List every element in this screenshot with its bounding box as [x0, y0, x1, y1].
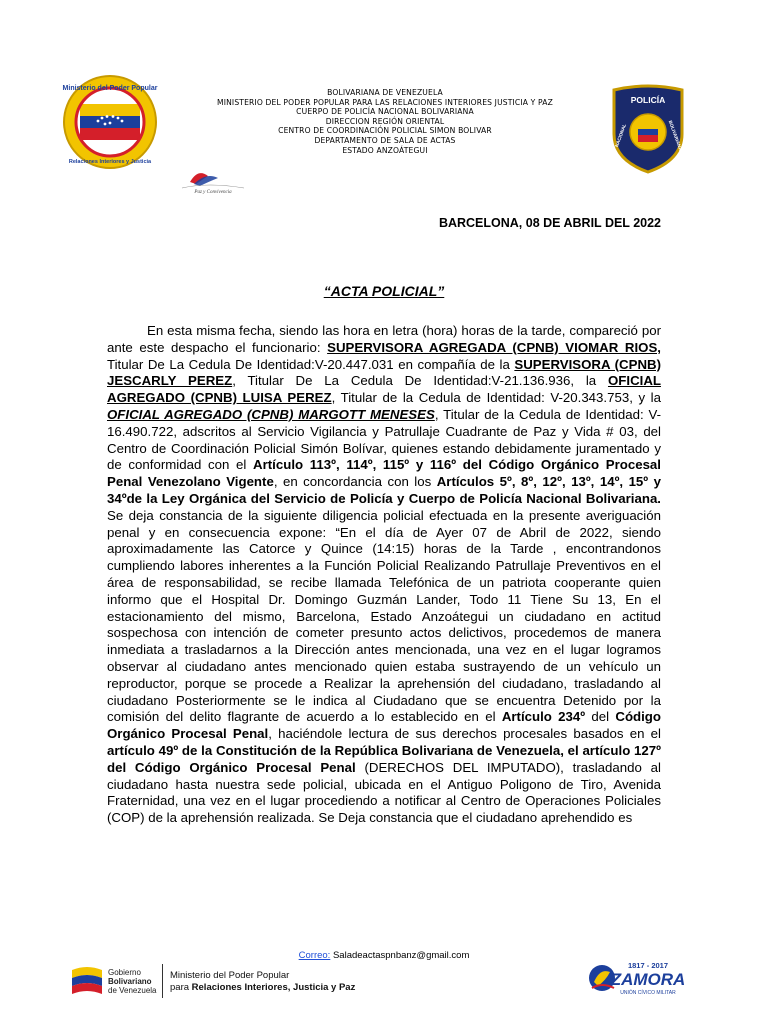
ministry-line-2b: Relaciones Interiores, Justicia y Paz — [191, 982, 356, 993]
seal-text-top: Ministerio del Poder Popular — [62, 85, 158, 92]
letterhead-line-3: CUERPO DE POLICÍA NACIONAL BOLIVARIANA — [296, 107, 474, 117]
ministry-line-1: Ministerio del Poder Popular — [170, 970, 290, 981]
zamora-subtitle: UNIÓN CÍVICO MILITAR — [620, 990, 676, 996]
letterhead-line-6: DEPARTAMENTO DE SALA DE ACTAS — [314, 135, 456, 145]
body-text-10: (DERECHOS DEL IMPUTADO), trasladando al ciudadano hasta nuestra sede policial, ubicada en el Antiguo Poligono de Tiro, Avenida Fraternidad, una vez en el lugar procediendo a notificar al Centro de Operaciones Policiales (COP) de la aprehensión realizada. Se Deja constancia que el ciudadano aprehendido es — [107, 759, 661, 826]
body-text-7: Se deja constancia de la siguiente diligencia policial efectuada en la presente averiguación penal y en consecuencia expone: “En el día de Ayer 07 de Abril de 2022, siendo aproximadamente las Catorce y Quince (14:15) horas de la Tarde , encontrandonos cumpliendo labores inherentes a la Función Policial Realizando Patrullaje Preventivos en el área de responsabilidad, se recibe llamada Telefónica de un patriota cooperante quien informo que el Hospital Dr. Domingo Guzmán Lander, Todo 11 Tiene Su 13, En el estacionamiento del mismo, Barcelona, Estado Anzoátegui un ciudadano en actitud sospechosa con intención de cometer presunto actos delictivos, procedemos de manera inmediata a trasladarnos a la Dirección antes mencionada, una vez en el lugar logramos observar al ciudadano antes mencionado quien estaba sustrayendo de un vehículo un reproductor, porque se procede a Realizar la aprehensión del ciudadano, trasladando al ciudadano Posteriormente se le indica al Ciudadano que se encuentra Detenido por la comisión del delito flagrante de acuerdo a lo establecido en el — [107, 507, 661, 725]
legal-ref-5: artículo 49º de la Constitución de la República Bolivariana de Venezuela, el artículo 127º del Código Orgánico Procesal Penal — [107, 742, 661, 775]
seal-text-bottom: Relaciones Interiores y Justicia — [68, 159, 152, 165]
officer-name-2: SUPERVISORA (CPNB) JESCARLY PEREZ — [107, 356, 661, 389]
badge-text-left: NACIONAL — [614, 123, 628, 148]
body-text-2: Titular De La Cedula De Identidad:V-20.447.031 en compañía de la — [107, 356, 515, 372]
footer-government-block — [70, 962, 390, 1002]
letterhead-line-7: ESTADO ANZOÁTEGUI — [342, 145, 428, 155]
legal-ref-1: Artículo 113º, 114º, 115º y 116º del Código Orgánico Procesal Penal Venezolano Vigente — [107, 457, 661, 490]
body-text-5: , Titular de la Cedula de Identidad: V-16.490.722, adscritos al Servicio Vigilancia y Patrullaje Cuadrante de Paz y Vida # 03, del Centro de Coordinación Policial Simón Bolívar, quienes estando debidamente juramentado y de conformidad con el — [107, 406, 661, 473]
body-text-3: , Titular De La Cedula De Identidad:V-21.136.936, la — [232, 373, 608, 389]
badge-text-right: BOLIVARIANA — [667, 119, 684, 152]
officer-name-1: SUPERVISORA AGREGADA (CPNB) VIOMAR RIOS, — [327, 339, 661, 355]
zamora-years: 1817 - 2017 — [627, 961, 669, 970]
gov-line-1: Gobierno — [108, 968, 141, 977]
police-badge-logo — [608, 84, 688, 174]
document-date: BARCELONA, 08 DE ABRIL DEL 2022 — [438, 216, 661, 230]
venezuela-flag-icon — [70, 964, 104, 1000]
ministry-label — [170, 970, 355, 994]
body-text-9: , haciéndole lectura de sus derechos procesales basados en el — [268, 726, 661, 742]
officer-name-4: OFICIAL AGREGADO (CPNB) MARGOTT MENESES — [107, 406, 435, 422]
ministry-seal-logo — [62, 74, 158, 170]
letterhead — [180, 88, 590, 155]
badge-text-top: POLICÍA — [630, 95, 666, 105]
document-body — [107, 323, 661, 827]
government-label — [108, 968, 157, 995]
gov-line-2: Bolivariano — [108, 977, 152, 986]
ministry-line-2a: para — [170, 982, 192, 993]
body-text-4: , Titular de la Cedula de Identidad: V-20.343.753, y la — [331, 390, 661, 406]
document-title: “ACTA POLICIAL” — [323, 283, 445, 299]
email-label-link[interactable]: Correo: — [298, 950, 331, 961]
gov-line-3: de Venezuela — [108, 986, 157, 995]
body-text-8: del — [585, 709, 616, 725]
legal-ref-4: Código Orgánico Procesal Penal — [107, 709, 661, 742]
sig-logo-text: Paz y Convivencia — [194, 190, 232, 194]
legal-ref-3: Artículo 234º — [501, 709, 586, 725]
letterhead-line-1: BOLIVARIANA DE VENEZUELA — [327, 88, 443, 97]
letterhead-line-4: DIRECCION REGIÓN ORIENTAL — [325, 116, 445, 126]
email-address: Saladeactaspnbanz@gmail.com — [330, 950, 470, 961]
paz-convivencia-logo — [178, 166, 248, 194]
zamora-name: ZAMORA — [610, 970, 686, 989]
body-text-6: , en concordancia con los — [273, 474, 437, 490]
officer-name-3: OFICIAL AGREGADO (CPNB) LUISA PEREZ — [107, 373, 661, 406]
legal-ref-2: Artículos 5º, 8º, 12º, 13º, 14º, 15º y 34ºde la Ley Orgánica del Servicio de Policía y Cuerpo de Policía Nacional Bolivariana. — [107, 474, 661, 506]
zamora-logo — [586, 958, 688, 1002]
letterhead-line-2: MINISTERIO DEL PODER POPULAR PARA LAS RELACIONES INTERIORES JUSTICIA Y PAZ — [217, 97, 553, 107]
letterhead-line-5: CENTRO DE COORDINACIÓN POLICIAL SIMON BOLIVAR — [278, 126, 492, 136]
footer-divider — [162, 964, 163, 998]
body-text-1: En esta misma fecha, siendo las hora en letra (hora) horas de la tarde, compareció por ante este despacho el funcionario: — [107, 323, 661, 355]
